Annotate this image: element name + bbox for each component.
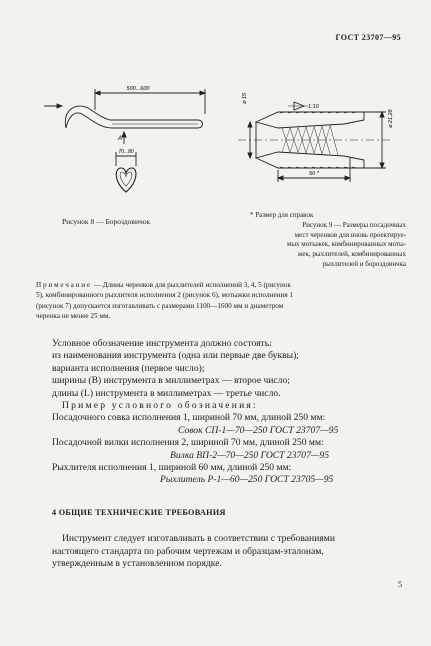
example-text: Посадочной вилки исполнения 2, шириной 70 мм, длиной 250 мм: <box>52 437 324 449</box>
figure-9-caption <box>236 211 406 270</box>
fig9-dim-taper: 1:10 <box>308 104 319 110</box>
figure-8-caption: Рисунок 8 — Бороздовичок <box>62 217 151 226</box>
doc-code-header: ГОСТ 23707—95 <box>335 33 401 42</box>
paragraph-line: Условное обозначение инструмента должно состоять: <box>52 338 272 349</box>
note-line <box>36 280 408 290</box>
paragraph-line: настоящего стандарта по рабочим чертежам и образцам-эталонам, <box>52 545 324 557</box>
note-block <box>36 280 408 322</box>
fig8-dim-length: 500...600 <box>126 86 150 92</box>
fig8-dim-width: 70...80 <box>118 149 134 155</box>
example-text: Рыхлителя исполнения 1, шириной 60 мм, длиной 250 мм: <box>52 462 292 474</box>
caption-line: * Размер для справок <box>250 211 314 219</box>
caption-line: мых мотыжек, комбинированных моты- <box>286 240 406 249</box>
section-heading: 4 ОБЩИЕ ТЕХНИЧЕСКИЕ ТРЕБОВАНИЯ <box>52 508 226 517</box>
fig9-dim-length: 50 * <box>309 171 319 177</box>
fig8-view-label: А <box>118 136 123 142</box>
note-line: (рисунок 7) допускается изготавливать с размерами 1100—1600 мм и диаметром <box>36 301 284 310</box>
example-code: Рыхлитель Р-1—60—250 ГОСТ 23705—95 <box>160 474 334 486</box>
note-label: Примечание <box>36 281 92 289</box>
paragraph-line: утвержденным в установленном порядке. <box>52 558 222 570</box>
paragraph-line: варианта исполнения (первое число); <box>52 362 205 374</box>
page-number: 5 <box>398 580 402 589</box>
example-code: Вилка ВП-2—70—250 ГОСТ 23707—95 <box>170 449 330 461</box>
note-line: черенка не менее 25 мм. <box>36 312 111 321</box>
paragraph-line: Инструмент следует изготавливать в соответствии с требованиями <box>62 533 335 544</box>
paragraph-line: ширины (В) инструмента в миллиметрах — второе число; <box>52 375 290 387</box>
example-heading: Пример условного обозначения: <box>62 400 258 412</box>
note-text: — Длины черенков для рыхлителей исполнений 3, 4, 5 (рисунок <box>93 281 291 289</box>
paragraph-line: из наименования инструмента (одна или первые две буквы); <box>52 350 299 362</box>
example-code: Совок СП-1—70—250 ГОСТ 23707—95 <box>178 424 339 436</box>
caption-line: мест черенков для вновь проектируе- <box>294 230 406 239</box>
figure-9-drawing <box>232 80 402 198</box>
caption-line: жек, рыхлителей, комбинированных <box>297 250 406 259</box>
fig9-dim-diameter2: ⌀ 21,28 <box>388 109 394 128</box>
figure-8-drawing <box>38 80 210 200</box>
section-4-body <box>52 533 412 571</box>
paragraph-line: длины (L) инструмента в миллиметрах — третье число. <box>52 387 281 399</box>
note-line: 5), комбинированного рыхлителя исполнения 2 (рисунок 6), мотыжки исполнения 1 <box>36 291 294 300</box>
designation-section <box>52 338 412 487</box>
fig9-dim-diameter: ⌀ 15 <box>242 93 248 104</box>
caption-line: рыхлителей и бороздовичка <box>322 259 406 268</box>
example-text: Посадочного совка исполнения 1, шириной 70 мм, длиной 250 мм: <box>52 412 326 424</box>
caption-line: Рисунок 9 — Размеры посадочных <box>302 220 406 229</box>
